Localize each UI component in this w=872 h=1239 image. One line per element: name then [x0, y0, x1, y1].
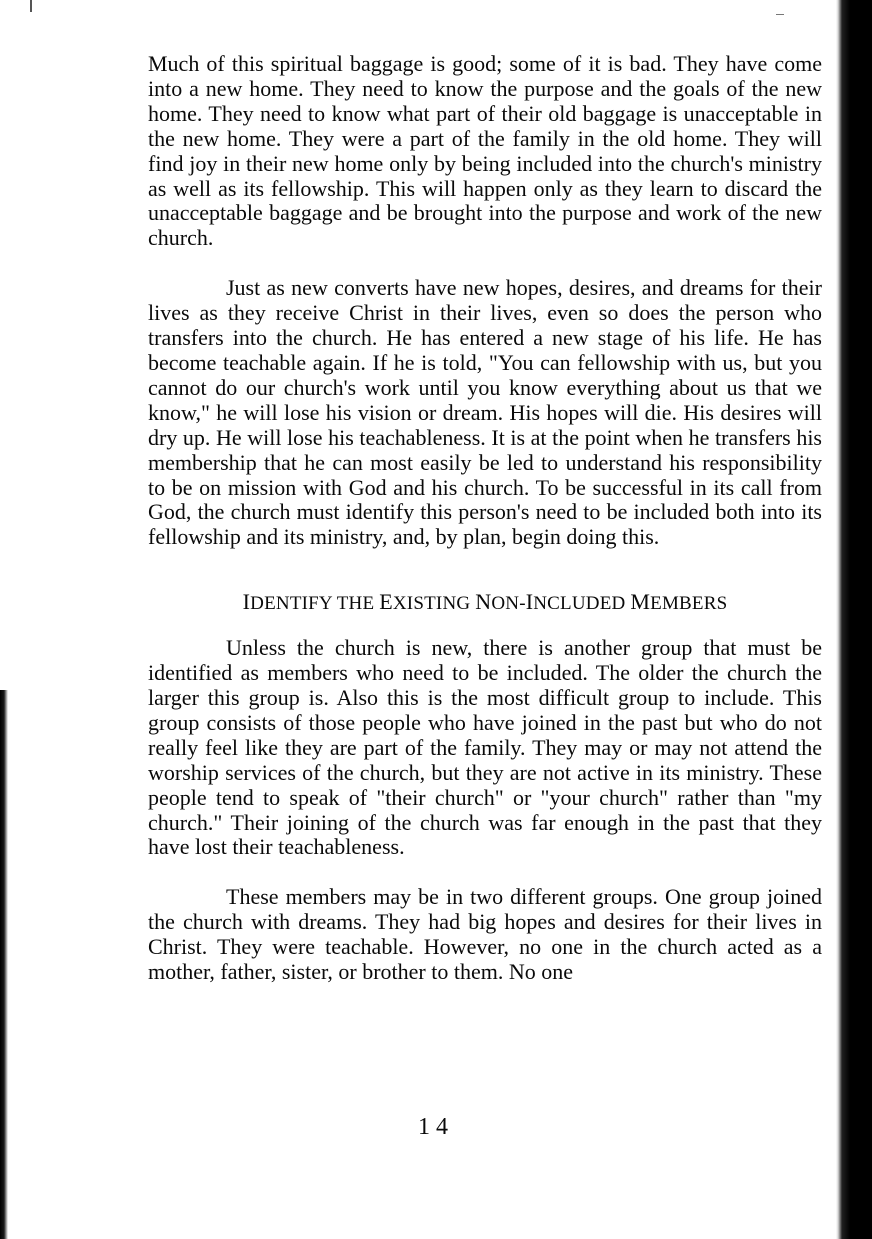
paragraph-non-included-members: Unless the church is new, there is another group that must be identified as members who need to be included. The older the church the larger this group is. Also this is the most difficult group to include. This group consists of those people who have joined in the past but who do not really feel like they are part of the family. They may or may not attend the worship services of the church, but they are not active in its ministry. These people tend to speak of "their church" or "your church" rather than "my church." Their joining of the church was far enough in the past that they have lost their teachableness.	[148, 635, 822, 860]
page-body	[148, 52, 822, 985]
scan-edge-right	[836, 0, 872, 1239]
scan-edge-left	[0, 690, 8, 1239]
page-number: 14	[418, 1114, 454, 1140]
paragraph-new-converts: Just as new converts have new hopes, desires, and dreams for their lives as they receive Christ in their lives, even so does the person who transfers into the church. He has entered a new stage of his life. He has become teachable again. If he is told, "You can fellowship with us, but you cannot do our church's work until you know everything about us that we know," he will lose his vision or dream. His hopes will die. His desires will dry up. He will lose his teachableness. It is at the point when he transfers his membership that he can most easily be led to understand his responsibility to be on mission with God and his church. To be successful in its call from God, the church must identify this person's need to be included both into its fellowship and its ministry, and, by plan, begin doing this.	[148, 275, 822, 550]
section-heading: IDENTIFY THE EXISTING NON-INCLUDED MEMBERS	[242, 589, 728, 615]
paragraph-two-groups: These members may be in two different groups. One group joined the church with dreams. They had big hopes and desires for their lives in Christ. They were teachable. However, no one in the church acted as a mother, father, sister, or brother to them. No one	[148, 884, 822, 985]
section-heading-wrapper	[148, 590, 822, 616]
scan-artifact-tick	[30, 0, 32, 12]
paragraph-spiritual-baggage: Much of this spiritual baggage is good; some of it is bad. They have come into a new home. They need to know the purpose and the goals of the new home. They need to know what part of their old baggage is unacceptable in the new home. They were a part of the family in the old home. They will find joy in their new home only by being included into the church's ministry as well as its fellowship. This will happen only as they learn to discard the unacceptable baggage and be brought into the purpose and work of the new church.	[148, 51, 822, 251]
scan-artifact-dash	[776, 14, 784, 15]
